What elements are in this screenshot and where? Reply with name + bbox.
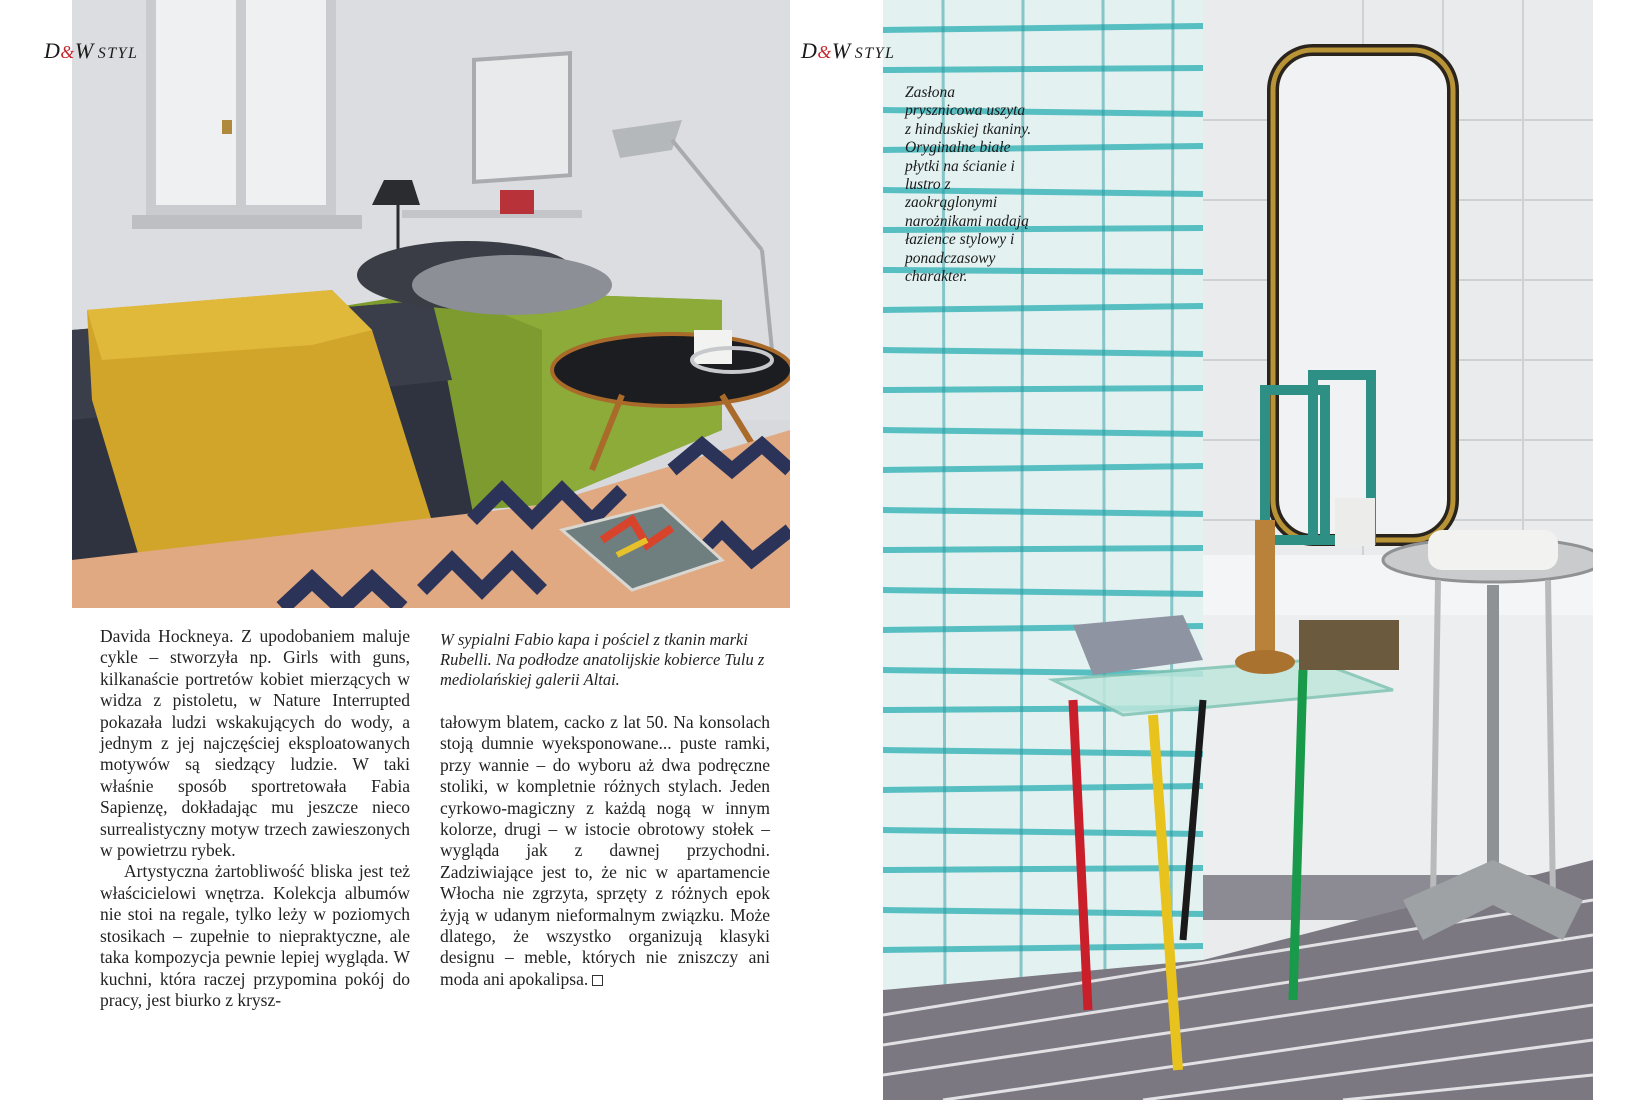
section-header (44, 38, 138, 64)
end-of-article-icon (592, 975, 603, 986)
section-label: STYL (854, 45, 896, 62)
brand-w: W (74, 38, 94, 63)
bathroom-caption: Zasłona prysznicowa uszyta z hinduskiej tkaniny. Oryginalne białe płytki na ścianie i lustro z zaokrąglonymi narożnikami nadają łazience stylowy i ponadczasowy charakter. (905, 84, 1032, 286)
photo-caption: W sypialni Fabio kapa i pościel z tkanin marki Rubelli. Na podłodze anatolijskie kobierce Tulu z mediolańskiej galerii Altai. (440, 630, 765, 689)
section-header (801, 38, 895, 64)
body-column-2 (440, 712, 770, 990)
right-page (801, 0, 1650, 1100)
brand-ampersand: & (817, 42, 832, 62)
brand-d: D (801, 38, 818, 63)
body-paragraph-2: Artystyczna żartobliwość bliska jest też właścicielowi wnętrza. Kolekcja albumów nie stoi na regale, tylko leży w poziomych stosikach – zupełnie to niepraktyczne, ale taka kompozycja pewnie lepiej wygląda. W kuchni, która raczej przypomina pokój do pracy, jest biurko z krysz- (100, 861, 410, 1010)
body-paragraph-3 (440, 712, 770, 990)
body-paragraph-3-text: tałowym blatem, cacko z lat 50. Na konsolach stoją dumnie wyeksponowane... puste ramki, przy wannie – do wyboru aż dwa podręczne stoliki, w kompletnie różnych stylach. Jeden cyrkowo-magiczny z każdą nogą w innym kolorze, drugi – w istocie obrotowy stołek – wygląda jak z dawnej przychodni. Zadziwiające jest to, że nic w apartamencie Włocha nie zgrzyta, sprzęty z różnych epok żyją w udanym nieformalnym związku. Może dlatego, że wszystko organizują klasyki designu – meble, których nie zniszczy ani moda ani apokalipsa. (440, 712, 770, 989)
bedroom-photo (72, 0, 790, 608)
body-column-1 (100, 626, 410, 1011)
body-paragraph-1: Davida Hockneya. Z upodobaniem maluje cykle – stworzyła np. Girls with guns, kilkanaście portretów kobiet mierzących w widza z pistoletu, w Nature Interrupted pokazała ludzi wskakujących do wody, a jednym z jej najczęściej eksploatowanych motywów są siedzący ludzie. W taki właśnie sposób sportretowała Fabia Sapienzę, dokładając mu jeszcze nieco surrealistyczny motyw trzech zawieszonych w powietrzu rybek. (100, 626, 410, 861)
brand-w: W (831, 38, 851, 63)
section-label: STYL (97, 45, 139, 62)
brand-d: D (44, 38, 61, 63)
brand-ampersand: & (60, 42, 75, 62)
